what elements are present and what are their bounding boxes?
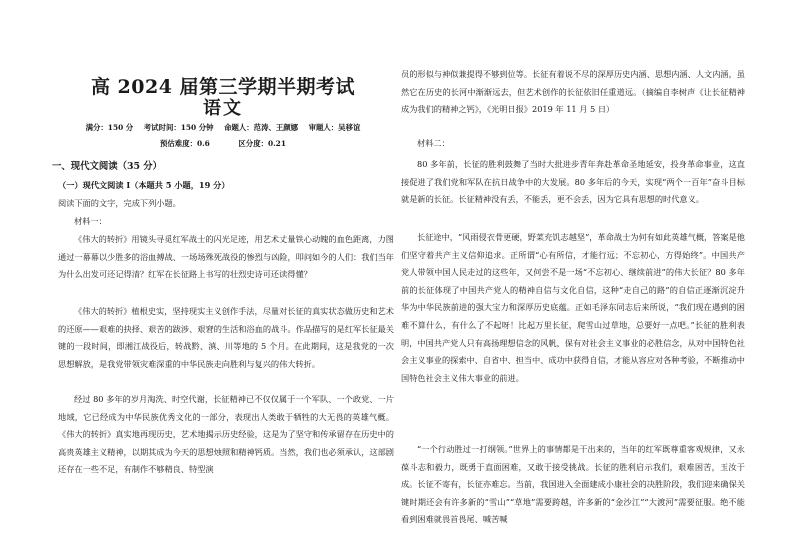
material-1-paragraph-3: 经过 80 多年的岁月淘洗、时空代谢，长征精神已不仅仅属于一个军队、一个政党、一片地域，它已经成为中华民族优秀文化的一部分，表现出人类敢于牺牲的大无畏的英雄气概。《伟大的转折》真实地再现历史，艺术地揭示历史经验，这是为了坚守和传承留存在历史中的高贵英雄主义精神，以期其成为今天的思想烛照和精神钙质。当然，我们也必须承认，这部剧还存在一些不足，有制作不够精良、特型演 [58, 394, 394, 475]
exam-subject: 语文 [203, 98, 243, 119]
material-1-paragraph-1: 《伟大的转折》用镜头寻觅红军战士的闪光足迹，用艺术丈量铁心动魄的血色距离，力图通过一幕幕以少胜多的浴血搏战、一场场殊死战役的惨烈与凶险，叩问如今的人们：我们当年为什么出发可还记得清？红军在长征路上书写的壮烈史诗可还读得懂？ [58, 234, 394, 280]
meta-difficulty: 预估难度：0.6 [160, 139, 210, 148]
material-2-label: 材料二： [417, 138, 450, 148]
meta-setter: 命题人：范涛、王颜娜 [224, 123, 299, 132]
section-title: 一、现代文阅读（35 分） [52, 161, 163, 172]
meta-reviewer: 审题人：吴移谊 [308, 123, 361, 132]
material-1-paragraph-2: 《伟大的转折》植根史实，坚持现实主义创作手法，尽量对长征的真实状态做历史和艺术的还原——艰难的抉择、艰苦的跋涉、艰窘的生活和浴血的战斗。作品描写的是红军长征最关键的一段时间，即湘江战役后，转战黔、滇、川等地的 5 个月。在此期间，这是我党的一次思想解放，是我党带领灾难深重的中华民族走向胜利与复兴的伟大转折。 [58, 306, 394, 369]
instruction-text: 阅读下面的文字，完成下列小题。 [58, 198, 181, 208]
exam-meta-line-2 [52, 138, 394, 149]
material-2-paragraph-1: 80 多年前，长征的胜利鼓舞了当时大批进步青年奔赴革命圣地延安，投身革命事业，这直接促进了我们党和军队在抗日战争中的大发展。80 多年后的今天，实现“两个一百年”奋斗目标就是新的长征。长征精神没有丢，不能丢，更不会丢，因为它具有思想的时代意义。 [401, 159, 745, 205]
meta-full-score: 满分：150 分 [85, 123, 134, 132]
exam-meta-line-1 [52, 122, 394, 133]
material-1-paragraph-continued: 员的形似与神似兼提得不够到位等。长征有着说不尽的深厚历史内涵、思想内涵、人文内涵，虽然它在历史的长河中渐渐远去，但艺术创作的长征依旧任重道远。（摘编自李树声《让长征精神成为我们的精神之钙》，《光明日报》2019 年 11 月 5 日） [401, 69, 745, 115]
exam-title: 高 2024 届第三学期半期考试 [90, 76, 356, 98]
part-title: （一）现代文阅读 I（本题共 5 小题，19 分） [58, 180, 230, 190]
material-2-paragraph-2: 长征途中，“风雨侵衣骨更硬，野菜充饥志越坚”，革命战士为何有如此英雄气概，答案是他们坚守着共产主义信仰追求。正所谓“心有所信，才能行远；不忘初心，方得始终”。中国共产党人带领中国人民走过的这些年，又何尝不是一场“不忘初心、继续前进”的伟大长征？80 多年前的长征体现了中国共产党人的精神自信与文化自信，这种“走自己的路”的自信正逐渐沉淀升华为中华民族前进的强大宝力和深厚历史底蕴。正如毛泽东同志后来所说，“我们现在遇到的困难不算什么，有什么了不起呀！比起万里长征，爬雪山过草地，总要好一点吧。”长征的胜利表明，中国共产党人只有高扬理想信念的风帆，保有对社会主义事业的必胜信念，从对中国特色社会主义事业的探索中、自省中、担当中、成功中获得自信，才能从容应对各种考验，不断推动中国特色社会主义伟大事业的前进。 [401, 232, 745, 383]
material-1-label: 材料一： [74, 216, 107, 226]
meta-discrimination: 区分度：0.21 [238, 139, 286, 148]
meta-exam-time: 考试时间：150 分钟 [143, 123, 214, 132]
material-2-paragraph-3: “一个行动胜过一打纲领。”世界上的事情都是干出来的，当年的红军既尊重客观规律，又永葆斗志和毅力，既勇于直面困难，又敢于接受挑战。长征的胜利启示我们，艰难困苦，玉汝于成。长征不寄有，长征亦难忘。当前，我国进入全面建成小康社会的决胜阶段，我们迎来确保关键时期还会有许多新的“雪山”“草地”需要跨越，许多新的“金沙江”“大渡河”需要征服。绝不能看到困难就畏首畏尾、喊苦喊 [401, 444, 745, 525]
